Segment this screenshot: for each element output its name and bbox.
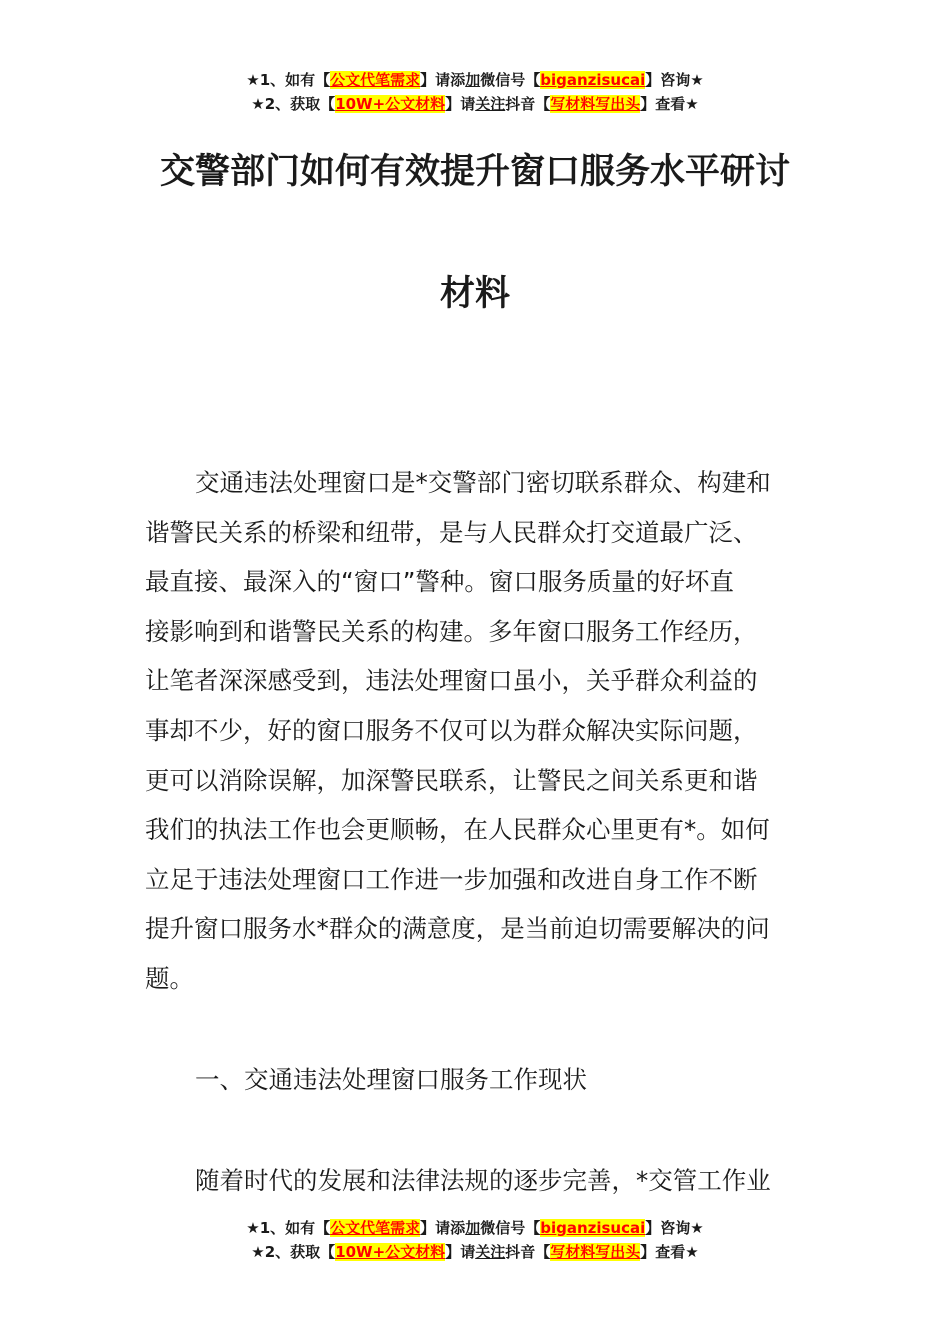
ad-highlight-wechat-id: biganzisucai [540, 1219, 646, 1237]
paragraph-line: 我们的执法工作也会更顺畅，在人民群众心里更有*。如何 [145, 815, 770, 845]
ad-line-1: ★1、如有【公文代笔需求】请添加微信号【biganzisucai】咨询★ [246, 1219, 704, 1237]
ad-line-1: ★1、如有【公文代笔需求】请添加微信号【biganzisucai】咨询★ [246, 71, 704, 89]
paragraph-line: 立足于违法处理窗口工作进一步加强和改进自身工作不断 [145, 864, 758, 894]
body-paragraph-2 [145, 1156, 810, 1206]
ad-highlight-service: 公文代笔需求 [330, 71, 421, 89]
paragraph-line: 接影响到和谐警民关系的构建。多年窗口服务工作经历， [145, 616, 758, 646]
paragraph-line: 提升窗口服务水*群众的满意度，是当前迫切需要解决的问 [145, 914, 770, 944]
ad-line-2: ★2、获取【10W+公文材料】请关注抖音【写材料写出头】查看★ [251, 1243, 699, 1261]
ad-highlight-materials: 10W+公文材料 [335, 95, 446, 113]
paragraph-line: 随着时代的发展和法律法规的逐步完善，*交管工作业 [195, 1166, 771, 1195]
ad-highlight-douyin: 写材料写出头 [550, 1243, 641, 1261]
ad-highlight-wechat-id: biganzisucai [540, 71, 646, 89]
paragraph-line: 让笔者深深感受到，违法处理窗口虽小，关乎群众利益的 [145, 666, 758, 696]
paragraph-line: 事却不少，好的窗口服务不仅可以为群众解决实际问题， [145, 715, 758, 745]
document-title-line-2: 材料 [439, 274, 510, 314]
bottom-ad-banner [0, 1216, 950, 1264]
paragraph-line: 最直接、最深入的“窗口”警种。窗口服务质量的好坏直 [145, 567, 734, 597]
paragraph-line: 谐警民关系的桥梁和纽带，是与人民群众打交道最广泛、 [145, 517, 758, 547]
ad-highlight-materials: 10W+公文材料 [335, 1243, 446, 1261]
section-heading-text: 一、交通违法处理窗口服务工作现状 [195, 1065, 587, 1094]
paragraph-line: 交通违法处理窗口是*交警部门密切联系群众、构建和 [195, 468, 771, 497]
ad-highlight-service: 公文代笔需求 [330, 1219, 421, 1237]
top-ad-banner [0, 68, 950, 116]
document-title-line-1: 交警部门如何有效提升窗口服务水平研讨 [159, 152, 790, 192]
body-paragraph-1 [145, 458, 810, 1004]
ad-highlight-douyin: 写材料写出头 [550, 95, 641, 113]
paragraph-line: 更可以消除误解，加深警民联系，让警民之间关系更和谐 [145, 765, 758, 795]
section-heading-1 [145, 1055, 810, 1105]
ad-line-2: ★2、获取【10W+公文材料】请关注抖音【写材料写出头】查看★ [251, 95, 699, 113]
paragraph-line: 题。 [145, 963, 194, 993]
